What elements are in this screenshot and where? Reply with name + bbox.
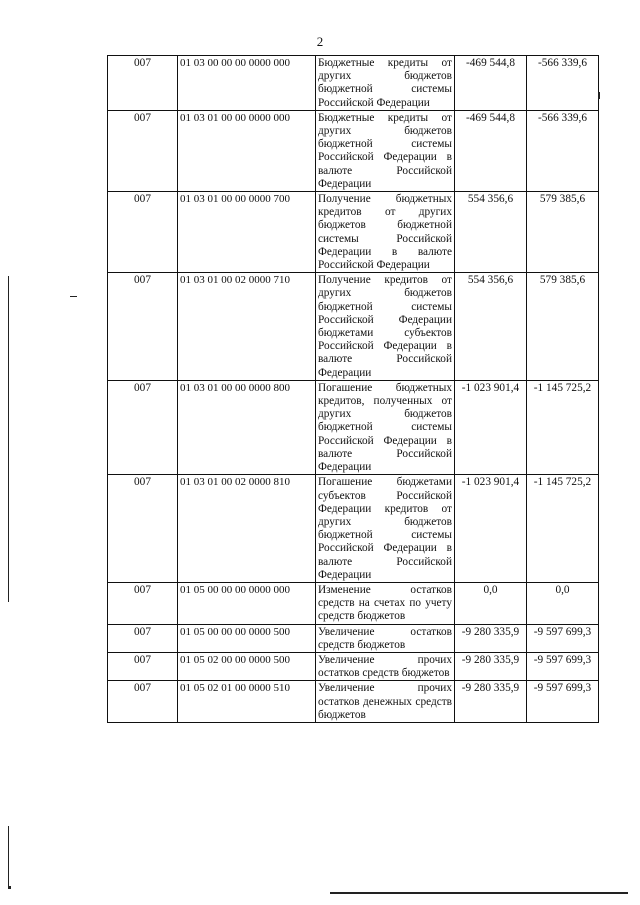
item-name-cell: Получение кредитов от других бюджетов бюджетной системы Российской Федерации бюджетами субъектов Российской Федерации в валюте Российской Федерации bbox=[316, 273, 455, 381]
amount-year1-cell: 554 356,6 bbox=[455, 192, 527, 273]
item-name-cell: Погашение бюджетами субъектов Российской Федерации кредитов от других бюджетов бюджетной системы Российской Федерации в валюте Российской Федерации bbox=[316, 475, 455, 583]
item-name-cell: Увеличение остатков средств бюджетов bbox=[316, 624, 455, 652]
table-row bbox=[108, 110, 599, 191]
admin-code-cell: 007 bbox=[108, 652, 178, 680]
amount-year1-cell: 554 356,6 bbox=[455, 273, 527, 381]
admin-code-cell: 007 bbox=[108, 380, 178, 474]
table-row bbox=[108, 582, 599, 624]
amount-year2-cell: 579 385,6 bbox=[527, 192, 599, 273]
admin-code-cell: 007 bbox=[108, 273, 178, 381]
amount-year2-cell: 0,0 bbox=[527, 582, 599, 624]
admin-code-cell: 007 bbox=[108, 582, 178, 624]
item-name-cell: Увеличение прочих остатков средств бюджетов bbox=[316, 652, 455, 680]
amount-year2-cell: -9 597 699,3 bbox=[527, 652, 599, 680]
amount-year2-cell: -9 597 699,3 bbox=[527, 624, 599, 652]
classification-code-cell: 01 05 02 00 00 0000 500 bbox=[178, 652, 316, 680]
item-name-cell: Бюджетные кредиты от других бюджетов бюджетной системы Российской Федерации bbox=[316, 56, 455, 111]
item-name-cell: Изменение остатков средств на счетах по учету средств бюджетов bbox=[316, 582, 455, 624]
budget-sources-table bbox=[107, 55, 599, 723]
item-name-cell: Бюджетные кредиты от других бюджетов бюджетной системы Российской Федерации в валюте Российской Федерации bbox=[316, 110, 455, 191]
admin-code-cell: 007 bbox=[108, 624, 178, 652]
amount-year2-cell: 579 385,6 bbox=[527, 273, 599, 381]
classification-code-cell: 01 03 01 00 00 0000 700 bbox=[178, 192, 316, 273]
table-row bbox=[108, 475, 599, 583]
bottom-rule bbox=[330, 892, 628, 894]
scan-artifact-dot bbox=[8, 886, 11, 889]
amount-year1-cell: -1 023 901,4 bbox=[455, 475, 527, 583]
table-row bbox=[108, 624, 599, 652]
amount-year2-cell: -1 145 725,2 bbox=[527, 380, 599, 474]
classification-code-cell: 01 03 01 00 02 0000 810 bbox=[178, 475, 316, 583]
item-name-cell: Увеличение прочих остатков денежных средств бюджетов bbox=[316, 681, 455, 723]
admin-code-cell: 007 bbox=[108, 192, 178, 273]
classification-code-cell: 01 03 00 00 00 0000 000 bbox=[178, 56, 316, 111]
classification-code-cell: 01 05 02 01 00 0000 510 bbox=[178, 681, 316, 723]
amount-year1-cell: -9 280 335,9 bbox=[455, 681, 527, 723]
table-row bbox=[108, 56, 599, 111]
amount-year1-cell: -469 544,8 bbox=[455, 56, 527, 111]
amount-year2-cell: -566 339,6 bbox=[527, 56, 599, 111]
table-row bbox=[108, 652, 599, 680]
scan-artifact-line bbox=[8, 276, 9, 602]
amount-year1-cell: -9 280 335,9 bbox=[455, 624, 527, 652]
classification-code-cell: 01 05 00 00 00 0000 500 bbox=[178, 624, 316, 652]
admin-code-cell: 007 bbox=[108, 475, 178, 583]
classification-code-cell: 01 05 00 00 00 0000 000 bbox=[178, 582, 316, 624]
item-name-cell: Получение бюджетных кредитов от других бюджетов бюджетной системы Российской Федерации в валюте Российской Федерации bbox=[316, 192, 455, 273]
scan-artifact-tick bbox=[598, 92, 600, 99]
scan-artifact-dash bbox=[70, 296, 77, 297]
table-row bbox=[108, 192, 599, 273]
admin-code-cell: 007 bbox=[108, 110, 178, 191]
table-row bbox=[108, 380, 599, 474]
admin-code-cell: 007 bbox=[108, 56, 178, 111]
amount-year2-cell: -566 339,6 bbox=[527, 110, 599, 191]
item-name-cell: Погашение бюджетных кредитов, полученных от других бюджетов бюджетной системы Российской Федерации в валюте Российской Федерации bbox=[316, 380, 455, 474]
scan-artifact-line bbox=[8, 826, 9, 888]
amount-year2-cell: -1 145 725,2 bbox=[527, 475, 599, 583]
page-number: 2 bbox=[316, 34, 324, 49]
amount-year1-cell: 0,0 bbox=[455, 582, 527, 624]
admin-code-cell: 007 bbox=[108, 681, 178, 723]
classification-code-cell: 01 03 01 00 02 0000 710 bbox=[178, 273, 316, 381]
table-row bbox=[108, 273, 599, 381]
classification-code-cell: 01 03 01 00 00 0000 800 bbox=[178, 380, 316, 474]
amount-year1-cell: -9 280 335,9 bbox=[455, 652, 527, 680]
amount-year1-cell: -469 544,8 bbox=[455, 110, 527, 191]
amount-year2-cell: -9 597 699,3 bbox=[527, 681, 599, 723]
classification-code-cell: 01 03 01 00 00 0000 000 bbox=[178, 110, 316, 191]
amount-year1-cell: -1 023 901,4 bbox=[455, 380, 527, 474]
table-row bbox=[108, 681, 599, 723]
